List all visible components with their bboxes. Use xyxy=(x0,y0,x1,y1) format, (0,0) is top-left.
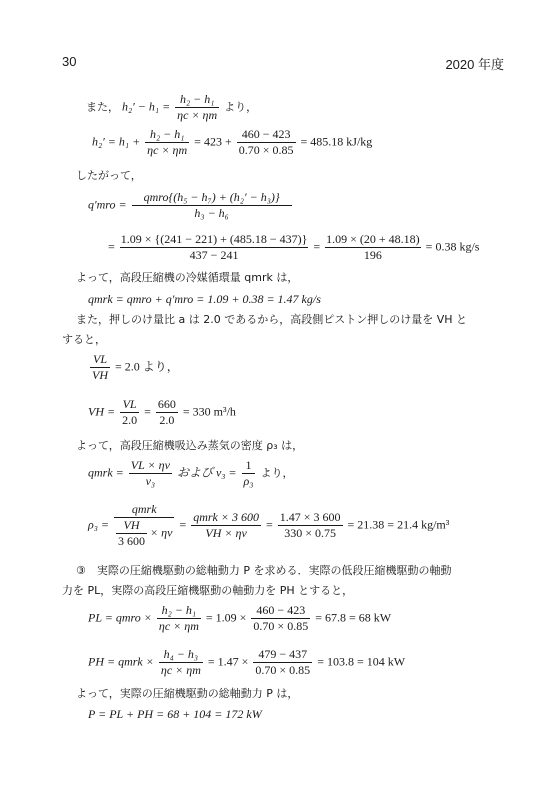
text-therefore: したがって， xyxy=(76,169,142,182)
eq-total-power: P = PL + PH = 68 + 104 = 172 kW xyxy=(88,707,262,721)
text-total-power: よって，実際の圧縮機駆動の総軸動力 P は， xyxy=(76,687,299,700)
page-year: 2020 年度 xyxy=(445,57,504,72)
page-number: 30 xyxy=(62,54,77,69)
eq-ph: PH = qmrk × $\frac{\text{h₄ − h₃}}{\eta c \times \eta m}$ = 1.47 × $\frac{479 - 437}{0.70 \times 0.85}$ = 103.8 = 104 kW xyxy=(88,647,406,677)
text-high-stage-flow: よって，高段圧縮機の冷媒循環量 qmrk は， xyxy=(76,271,299,284)
text-density: よって，高段圧縮機吸込み蒸気の密度 ρ₃ は， xyxy=(76,439,304,452)
eq-vh: VH = $\frac{VL}{2.0}$ = $\frac{660}{2.0}$ = 330 m³/h xyxy=(88,397,236,427)
eq-pl: PL = qmro × $\frac{\text{h₂ − h₁}}{\eta c \times \eta m}$ = 1.09 × $\frac{460 - 423}{0.70 \times 0.85}$ = 67.8 = 68 kW xyxy=(88,603,392,633)
text-then: すると， xyxy=(62,333,106,346)
text-step3: ③ 実際の圧縮機駆動の総軸動力 P を求める．実際の低段圧縮機駆動の軸動 xyxy=(76,564,452,577)
eq-h2prime-value: h₂′ = h₁ + $\frac{\text{h₂ − h₁}}{\eta c \times \eta m}$ = 423 + $\frac{460 - 423}{0.70 \times 0.85}$ = 485.18 kJ/kg xyxy=(92,127,373,157)
text-displacement-ratio: また，押しのけ量比 a は 2.0 であるから，高段側ピストン押しのけ量を VH と xyxy=(76,313,468,326)
eq-qmrk-v3: qmrk = $\frac{VL \times \eta v}{\text{v₃}}$ および v₃ = $\frac{1}{\text{ρ₃}}$ より， xyxy=(88,458,294,488)
frac: $\frac{\text{h₂ − h₁}}{\eta c \times \eta m}$ xyxy=(177,92,218,122)
eq-qmro-prime: q′mro = qmro{(h₅ − h₇) + (h₂′ − h₃)} h₃ − h₆ xyxy=(88,190,294,221)
eq-rho3: ρ₃ = qmrk $\frac{VH}{3 600}$ × ηv = qmrk × 3 600 VH × ηv = $\frac{1.47 \times 3 600}{330 \times 0.75}$ = 21.38 = 21.4 kg/m³ xyxy=(88,502,450,548)
eq-vl-vh-ratio: $\frac{VL}{VH}$ = 2.0 より， xyxy=(92,352,179,382)
eq-h2prime-def: また， h₂′ − h₁ = $\frac{\text{h₂ − h₁}}{\eta c \times \eta m}$ より， xyxy=(86,92,258,122)
eq-qmrk: qmrk = qmro + q′mro = 1.09 + 0.38 = 1.47 kg/s xyxy=(88,292,321,306)
text-step3-cont: 力を PL，実際の高段圧縮機駆動の軸動力を PH とすると， xyxy=(62,584,354,597)
eq-qmro-prime-value: = $\frac{1.09 \times \{(241 - 221) + (485.18 - 437)\}}{437 - 241}$ = $\frac{1.09 \times (20 + 48.18)}{196}$ = 0.38 kg/s xyxy=(108,232,480,262)
